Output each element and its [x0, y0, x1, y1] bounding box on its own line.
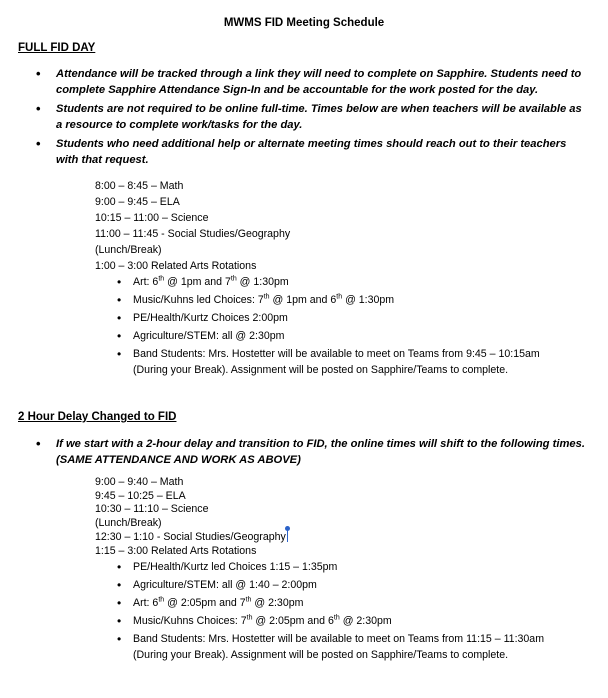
schedule-line: (Lunch/Break) — [95, 244, 162, 256]
two-hour-delay-heading: 2 Hour Delay Changed to FID — [18, 411, 177, 423]
band-item: • Band Students: Mrs. Hostetter will be available to meet on Teams from 11:15 – 11:30am (During your Break). Assignment will be posted on Sapphire/Teams to complete. — [95, 631, 603, 663]
related-arts-list — [95, 274, 603, 378]
text-cursor — [287, 530, 288, 542]
delay-schedule — [95, 476, 603, 665]
bullet-delay-shift: • If we start with a 2-hour delay and transition to FID, the online times will shift to the following times. (SAME ATTENDANCE AND WORK AS ABOVE) — [0, 436, 600, 468]
band-item: • Band Students: Mrs. Hostetter will be available to meet on Teams from 9:45 – 10:15am (During your Break). Assignment will be posted on Sapphire/Teams to complete. — [95, 346, 603, 378]
full-day-bullets — [0, 66, 600, 171]
music-item: • Music/Kuhns led Choices: 7th @ 1pm and 6th @ 1:30pm — [95, 292, 603, 308]
delay-bullets — [0, 436, 600, 471]
agriculture-item: • Agriculture/STEM: all @ 1:40 – 2:00pm — [95, 577, 603, 593]
schedule-line: 9:45 – 10:25 – ELA — [95, 489, 186, 502]
schedule-line: 1:15 – 3:00 Related Arts Rotations — [95, 544, 257, 557]
music-item: • Music/Kuhns Choices: 7th @ 2:05pm and 6th @ 2:30pm — [95, 613, 603, 629]
schedule-line: 10:15 – 11:00 – Science — [95, 212, 209, 224]
bullet-not-required: • Students are not required to be online full-time. Times below are when teachers will be available as a resource to complete work/tasks for the day. — [0, 101, 600, 133]
pe-item: • PE/Health/Kurtz Choices 2:00pm — [95, 310, 603, 326]
schedule-line: 9:00 – 9:40 – Math — [95, 476, 184, 488]
schedule-line: 10:30 – 11:10 – Science — [95, 503, 209, 516]
full-fid-day-heading: FULL FID DAY — [18, 42, 96, 54]
page-title: MWMS FID Meeting Schedule — [223, 17, 385, 29]
bullet-additional-help: • Students who need additional help or alternate meeting times should reach out to their teachers with that request. — [0, 136, 600, 168]
pe-item: • PE/Health/Kurtz led Choices 1:15 – 1:35pm — [95, 559, 603, 575]
schedule-line: 12:30 – 1:10 - Social Studies/Geography — [95, 531, 286, 544]
art-item: • Art: 6th @ 1pm and 7th @ 1:30pm — [95, 274, 603, 290]
schedule-line: 1:00 – 3:00 Related Arts Rotations — [95, 260, 257, 272]
schedule-line: (Lunch/Break) — [95, 516, 162, 529]
schedule-line: 8:00 – 8:45 – Math — [95, 180, 184, 192]
full-day-schedule — [95, 178, 603, 380]
agriculture-item: • Agriculture/STEM: all @ 2:30pm — [95, 328, 603, 344]
schedule-line: 11:00 – 11:45 - Social Studies/Geography — [95, 228, 291, 240]
delay-related-arts-list — [95, 559, 603, 663]
schedule-line: 9:00 – 9:45 – ELA — [95, 196, 180, 208]
art-item: • Art: 6th @ 2:05pm and 7th @ 2:30pm — [95, 595, 603, 611]
bullet-attendance: • Attendance will be tracked through a link they will need to complete on Sapphire. Students need to complete Sapphire Attendance Sign-In and be accountable for the work posted for the day. — [0, 66, 600, 98]
